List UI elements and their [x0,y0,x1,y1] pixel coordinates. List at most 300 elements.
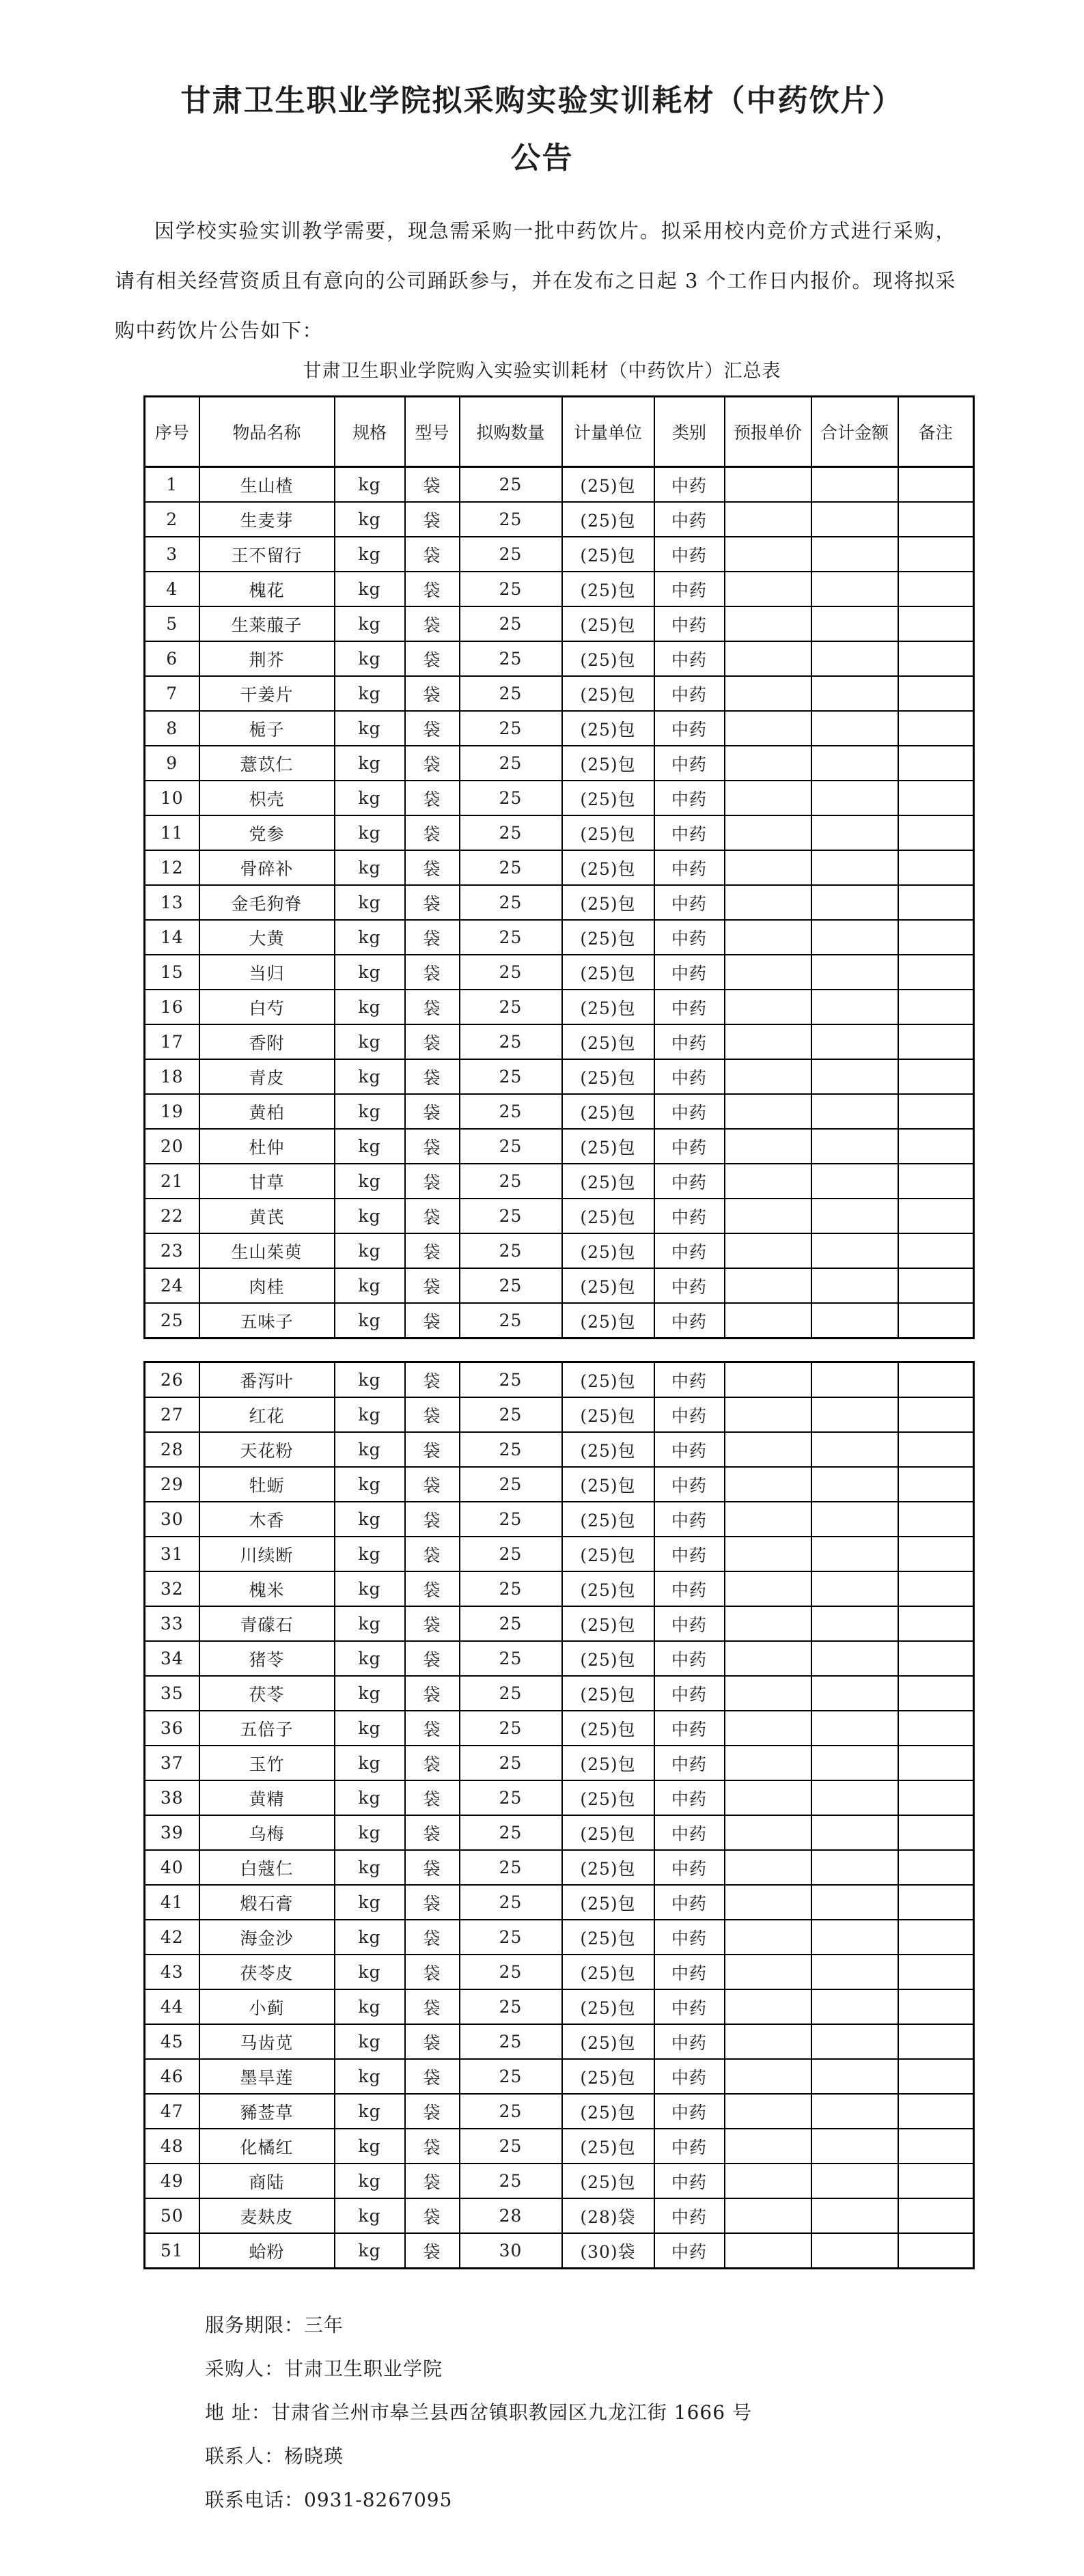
table-cell: 袋 [405,815,460,850]
table-cell [725,1094,811,1129]
table-cell: kg [335,1467,405,1502]
table-cell [898,467,974,503]
table-cell [811,781,898,815]
column-header: 规格 [335,397,405,467]
procurement-table-part-1 [143,395,975,1339]
table-cell [811,1199,898,1233]
table-cell: kg [335,606,405,641]
table-row [145,1502,974,1537]
table-cell: kg [335,676,405,711]
table-cell [898,955,974,990]
table-cell [898,1502,974,1537]
table-cell: (25)包 [562,885,654,920]
table-cell: 袋 [405,1780,460,1815]
table-cell [811,1920,898,1955]
table-cell: 22 [145,1199,199,1233]
table-cell: 25 [460,572,562,606]
table-cell: 32 [145,1571,199,1606]
table-row [145,711,974,746]
table-cell: 46 [145,2059,199,2094]
table-cell: 白芍 [199,990,335,1024]
table-cell: 化橘红 [199,2129,335,2164]
table-cell [898,1885,974,1920]
table-cell: 红花 [199,1397,335,1432]
table-cell: 袋 [405,1641,460,1676]
table-cell [811,1303,898,1339]
table-cell [811,1606,898,1641]
table-row [145,2094,974,2129]
table-cell [898,1955,974,1989]
column-header: 合计金额 [811,397,898,467]
table-cell [725,1268,811,1303]
table-cell [898,676,974,711]
table-cell [898,1432,974,1467]
table-cell: 1 [145,467,199,503]
table-cell [811,1780,898,1815]
table-cell: 薏苡仁 [199,746,335,781]
table-cell: (25)包 [562,990,654,1024]
table-cell: 大黄 [199,920,335,955]
table-cell: 中药 [654,1362,725,1398]
table-cell [898,1815,974,1850]
table-cell: 中药 [654,2024,725,2059]
table-cell [811,2198,898,2233]
table-cell: 25 [460,955,562,990]
table-cell [898,1024,974,1059]
table-cell: 4 [145,572,199,606]
table-cell: 25 [460,1850,562,1885]
table-cell: 墨旱莲 [199,2059,335,2094]
table-cell [725,1397,811,1432]
table-cell: 43 [145,1955,199,1989]
table-cell [811,1746,898,1780]
table-cell [725,955,811,990]
table-row [145,1746,974,1780]
table-cell [725,2164,811,2198]
table-cell: 袋 [405,1989,460,2024]
table-cell: 中药 [654,1164,725,1199]
table-cell: (25)包 [562,1815,654,1850]
table-cell: kg [335,885,405,920]
table-cell: 30 [460,2233,562,2269]
table-cell [811,746,898,781]
table-cell: kg [335,1815,405,1850]
table-cell: kg [335,1780,405,1815]
table-cell: 猪苓 [199,1641,335,1676]
table-cell: (25)包 [562,502,654,537]
table-cell: 中药 [654,815,725,850]
table-row [145,2198,974,2233]
table-row [145,1780,974,1815]
table-cell: kg [335,2059,405,2094]
table-cell [811,2059,898,2094]
table-cell: 白蔻仁 [199,1850,335,1885]
table-cell: kg [335,1850,405,1885]
table-row [145,502,974,537]
table-cell: 袋 [405,606,460,641]
table-cell: kg [335,2164,405,2198]
table-cell: (25)包 [562,467,654,503]
table-cell [725,1989,811,2024]
table-cell: 26 [145,1362,199,1398]
table-cell: 25 [460,467,562,503]
table-cell: 中药 [654,2164,725,2198]
table-cell [811,606,898,641]
table-cell: kg [335,1885,405,1920]
table-cell: 袋 [405,1362,460,1398]
table-cell [898,1303,974,1339]
table-cell: 中药 [654,1955,725,1989]
table-cell: 中药 [654,467,725,503]
table-cell [725,2024,811,2059]
table-cell: 中药 [654,606,725,641]
table-cell [725,1432,811,1467]
table-cell: 25 [460,815,562,850]
table-cell [725,920,811,955]
table-row [145,467,974,503]
table-cell [811,990,898,1024]
column-header: 计量单位 [562,397,654,467]
table-cell [898,781,974,815]
table-row [145,2129,974,2164]
table-cell: kg [335,467,405,503]
table-cell: (25)包 [562,1024,654,1059]
table-cell [811,1432,898,1467]
table-cell [725,2059,811,2094]
table-cell [811,1024,898,1059]
table-cell: kg [335,2024,405,2059]
column-header: 预报单价 [725,397,811,467]
table-cell: 24 [145,1268,199,1303]
table-row [145,1641,974,1676]
address-line: 地 址：甘肃省兰州市皋兰县西岔镇职教园区九龙江街 1666 号 [205,2401,752,2424]
table-row [145,1467,974,1502]
table-cell: (25)包 [562,537,654,572]
table-cell: kg [335,2129,405,2164]
table-cell: 6 [145,641,199,676]
column-header: 型号 [405,397,460,467]
table-cell [898,1676,974,1711]
table-cell [725,1502,811,1537]
table-cell: 25 [460,1164,562,1199]
table-cell [811,1641,898,1676]
table-cell: 25 [460,2164,562,2198]
table-cell [898,2198,974,2233]
table-row [145,572,974,606]
table-row [145,537,974,572]
table-cell: (25)包 [562,1606,654,1641]
table-cell: 25 [460,1920,562,1955]
table-cell: (25)包 [562,676,654,711]
table-cell: 袋 [405,1268,460,1303]
table-cell: (25)包 [562,641,654,676]
table-cell: 25 [460,1955,562,1989]
table-cell: 袋 [405,502,460,537]
table-cell: 42 [145,1920,199,1955]
table-cell: 生莱菔子 [199,606,335,641]
table-cell: 袋 [405,2094,460,2129]
table-cell: 25 [460,1199,562,1233]
table-cell: 中药 [654,1815,725,1850]
table-row [145,676,974,711]
table-row [145,2233,974,2269]
table-cell: kg [335,781,405,815]
table-cell: 25 [460,1233,562,1268]
table-cell [725,1850,811,1885]
table-cell: 中药 [654,1268,725,1303]
table-cell: 中药 [654,1641,725,1676]
table-cell [898,885,974,920]
table-cell: 25 [460,1303,562,1339]
table-cell: 五味子 [199,1303,335,1339]
table-cell: (25)包 [562,572,654,606]
table-cell: 中药 [654,2059,725,2094]
table-cell: 中药 [654,1850,725,1885]
table-cell: 青礞石 [199,1606,335,1641]
table-cell: 栀子 [199,711,335,746]
table-cell [898,1746,974,1780]
table-cell [811,641,898,676]
table-cell: (25)包 [562,1955,654,1989]
table-cell [725,467,811,503]
table-cell: 茯苓 [199,1676,335,1711]
table-cell: 25 [460,1989,562,2024]
table-cell [898,572,974,606]
table-row [145,1955,974,1989]
table-cell [898,2233,974,2269]
table-cell: 25 [460,1024,562,1059]
table-cell: kg [335,1989,405,2024]
table-cell: 中药 [654,1094,725,1129]
table-cell: (25)包 [562,2094,654,2129]
table-cell: 中药 [654,1397,725,1432]
table-cell: kg [335,1955,405,1989]
table-cell: 30 [145,1502,199,1537]
table-cell [725,641,811,676]
table-cell: 荆芥 [199,641,335,676]
table-cell [811,1676,898,1711]
table-cell [898,1268,974,1303]
table-cell: 中药 [654,1746,725,1780]
table-cell: 25 [460,1537,562,1571]
table-cell: 49 [145,2164,199,2198]
table-cell: 48 [145,2129,199,2164]
table-cell: 13 [145,885,199,920]
table-cell: 中药 [654,1571,725,1606]
table-cell: (25)包 [562,1537,654,1571]
table-cell: 中药 [654,1989,725,2024]
table-cell: 袋 [405,1850,460,1885]
table-cell: (25)包 [562,1571,654,1606]
table-cell: kg [335,1303,405,1339]
table-cell [725,1711,811,1746]
table-row [145,1989,974,2024]
table-cell: 25 [460,606,562,641]
contact-phone-line: 联系电话：0931-8267095 [205,2489,453,2511]
table-cell: 18 [145,1059,199,1094]
table-cell: 袋 [405,1024,460,1059]
table-cell: 袋 [405,467,460,503]
table-row [145,920,974,955]
table-cell: 王不留行 [199,537,335,572]
table-row [145,1676,974,1711]
table-cell [811,676,898,711]
table-cell [811,537,898,572]
table-cell: (25)包 [562,1920,654,1955]
table-cell: 蛤粉 [199,2233,335,2269]
table-cell [725,1233,811,1268]
table-cell: 袋 [405,781,460,815]
table-cell: 中药 [654,920,725,955]
table-cell: 19 [145,1094,199,1129]
table-cell: kg [335,1094,405,1129]
table-cell: 中药 [654,537,725,572]
table-cell: 袋 [405,1397,460,1432]
table-cell: (25)包 [562,1676,654,1711]
table-cell: 14 [145,920,199,955]
table-cell [811,920,898,955]
table-cell [898,815,974,850]
table-cell [811,2164,898,2198]
table-cell: kg [335,1362,405,1398]
table-cell [811,955,898,990]
table-cell: (25)包 [562,2129,654,2164]
table-cell [725,781,811,815]
table-cell [725,1606,811,1641]
table-cell: (25)包 [562,606,654,641]
table-cell [725,1780,811,1815]
table-cell: 袋 [405,641,460,676]
table-cell: 黄芪 [199,1199,335,1233]
table-cell: 中药 [654,1467,725,1502]
table-cell: (25)包 [562,1885,654,1920]
table-cell: 袋 [405,1432,460,1467]
table-cell [898,1711,974,1746]
table-row [145,955,974,990]
table-cell: 16 [145,990,199,1024]
table-cell [725,502,811,537]
table-cell [725,885,811,920]
table-row [145,1711,974,1746]
table-cell: 12 [145,850,199,885]
table-cell: 45 [145,2024,199,2059]
table-cell: 木香 [199,1502,335,1537]
table-cell [725,1885,811,1920]
table-cell [811,1059,898,1094]
table-cell: 中药 [654,1920,725,1955]
table-cell: (25)包 [562,1268,654,1303]
table-row [145,1303,974,1339]
table-cell [898,2094,974,2129]
table-cell [811,2129,898,2164]
table-cell: 中药 [654,2094,725,2129]
table-cell: 海金沙 [199,1920,335,1955]
table-cell: 袋 [405,1711,460,1746]
table-cell: 中药 [654,1711,725,1746]
table-cell [898,711,974,746]
table-cell: 袋 [405,1537,460,1571]
table-header [145,397,974,467]
table-cell [898,1850,974,1885]
table-cell: 25 [460,990,562,1024]
table-cell: 50 [145,2198,199,2233]
table-cell [811,1502,898,1537]
table-row [145,1233,974,1268]
table-row [145,1850,974,1885]
table-cell: 五倍子 [199,1711,335,1746]
table-cell: 中药 [654,502,725,537]
table-cell: 肉桂 [199,1268,335,1303]
table-cell: 中药 [654,1059,725,1094]
table-cell [898,1059,974,1094]
table-cell [725,1955,811,1989]
table-cell: kg [335,537,405,572]
table-cell [725,537,811,572]
table-cell: 25 [460,1502,562,1537]
table-row [145,1024,974,1059]
table-cell [725,606,811,641]
table-cell: (25)包 [562,711,654,746]
table-cell [898,1094,974,1129]
table-cell: 25 [460,2094,562,2129]
table-cell: 袋 [405,746,460,781]
table-row [145,1571,974,1606]
table-cell: 10 [145,781,199,815]
table-cell: 25 [460,1397,562,1432]
table-cell: 25 [460,1571,562,1606]
table-cell: 25 [460,1815,562,1850]
column-header: 物品名称 [199,397,335,467]
table-cell [811,1850,898,1885]
table-cell: 麦麸皮 [199,2198,335,2233]
table-cell: 牡蛎 [199,1467,335,1502]
table-cell: 袋 [405,990,460,1024]
table-cell: 中药 [654,711,725,746]
table-cell [811,502,898,537]
table-cell: 35 [145,1676,199,1711]
table-cell: 中药 [654,1606,725,1641]
table-cell: kg [335,1711,405,1746]
table-cell: 袋 [405,850,460,885]
table-cell [811,1571,898,1606]
table-cell: (25)包 [562,1502,654,1537]
table-cell [811,467,898,503]
table-cell [811,1711,898,1746]
table-cell: 黄柏 [199,1094,335,1129]
table-cell: 38 [145,1780,199,1815]
table-cell: 25 [460,1676,562,1711]
table-cell: 8 [145,711,199,746]
page-title [0,0,1084,187]
table-cell: kg [335,1676,405,1711]
table-cell: 槐米 [199,1571,335,1606]
table-cell [898,920,974,955]
table-cell [811,1537,898,1571]
table-cell: 乌梅 [199,1815,335,1850]
table-cell: 中药 [654,1676,725,1711]
table-cell: 马齿苋 [199,2024,335,2059]
table-cell [811,1885,898,1920]
table-cell: 袋 [405,711,460,746]
table-cell: 25 [460,1268,562,1303]
table-cell: 中药 [654,1303,725,1339]
table-cell: 豨莶草 [199,2094,335,2129]
table-row [145,2059,974,2094]
table-row [145,1432,974,1467]
table-cell [725,1815,811,1850]
table-cell: 川续断 [199,1537,335,1571]
table-cell: kg [335,1571,405,1606]
